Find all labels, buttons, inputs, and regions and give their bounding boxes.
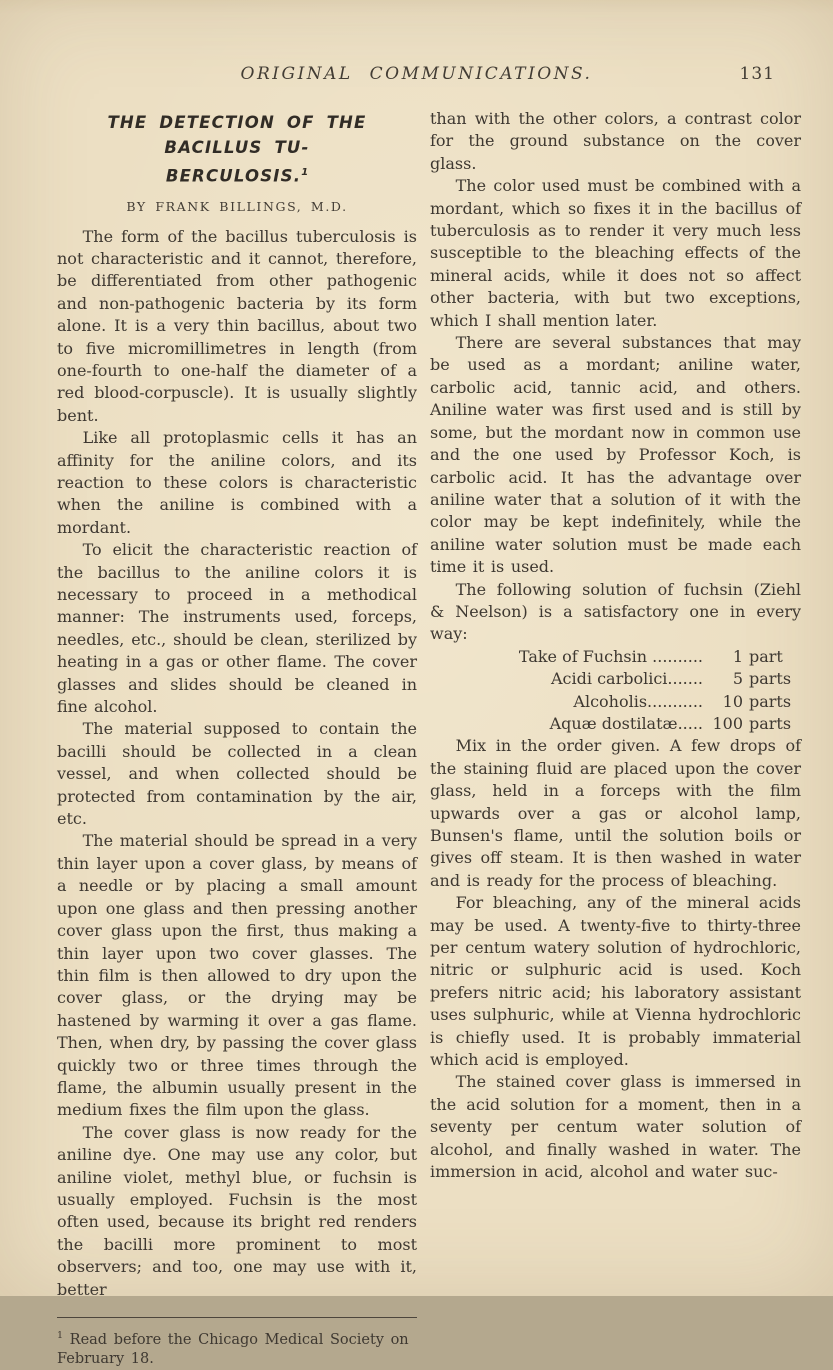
paragraph: The cover glass is now ready for the aniline dye. One may use any color, but aniline violet, methyl blue, or fuchsin is usually employed. Fuchsin is the most often used, because its bright red renders the bacilli more prominent to most observers; and too, one may use with it, better xyxy=(57,1122,417,1299)
recipe-quantity: 100 xyxy=(712,713,743,733)
paragraph: Like all protoplasmic cells it has an affinity for the aniline colors, and its reaction to these colors is characteristic when the aniline is combined with a mordant. xyxy=(57,428,417,537)
recipe-unit: parts xyxy=(749,713,792,733)
right-column xyxy=(430,108,801,1370)
recipe-row xyxy=(464,668,801,690)
article-body xyxy=(0,88,833,1370)
footnote-rule xyxy=(57,1317,417,1318)
recipe-ingredient: Acidi carbolici....... xyxy=(550,669,703,689)
title-footnote-marker: 1 xyxy=(301,167,309,178)
recipe-unit: parts xyxy=(749,669,792,689)
page-number: 131 xyxy=(739,64,775,84)
paragraph: The stained cover glass is immersed in the acid solution for a moment, then in a seventy per centum water solution of alcohol, and finally washed in water. The immersion in acid, alcohol and water suc- xyxy=(430,1072,801,1182)
paragraph: The form of the bacillus tuberculosis is not characteristic and it cannot, therefore, be differentiated from other pathogenic and non-pathogenic bacteria by its form alone. It is a very thin bacillus, about two to five micromillimetres in length (from one-fourth to one-half the diameter of a red blood-corpuscle). It is usually slightly bent. xyxy=(57,226,417,425)
recipe-ingredient: Alcoholis........... xyxy=(573,691,703,711)
recipe-quantity: 1 xyxy=(732,646,743,666)
paragraph: The material should be spread in a very thin layer upon a cover glass, by means of a needle or by placing a small amount upon one glass and then pressing another cover glass upon the first, thus making a thin layer upon two cover glasses. The thin film is then allowed to dry upon the cover glass, or the drying may be hastened by warming it over a gas flame. Then, when dry, by passing the cover glass quickly two or three times through the flame, the albumin usually present in the medium fixes the film upon the glass. xyxy=(57,831,417,1120)
article-title-line2: BERCULOSIS. xyxy=(165,166,302,186)
paragraph: There are several substances that may be used as a mordant; aniline water, carbolic acid, tannic acid, and others. Aniline water was first used and is still by some, but the mordant now in common use and the one used by Professor Koch, is carbolic acid. It has the advantage over aniline water that a solution of it with the color may be kept indefinitely, while the aniline water solution must be made each time it is used. xyxy=(430,333,801,577)
byline: BY FRANK BILLINGS, M.D. xyxy=(126,198,348,214)
recipe-quantity: 5 xyxy=(732,669,743,689)
page-header xyxy=(0,0,833,88)
paragraph: The color used must be combined with a mordant, which so fixes it in the bacillus of tuberculosis as to render it very much less susceptible to the bleaching effects of the mineral acids, while it does not so affect other bacteria, with but two exceptions, which I shall mention later. xyxy=(430,176,801,330)
article-title-line1: THE DETECTION OF THE BACILLUS TU- xyxy=(107,113,367,157)
paragraph: The material supposed to contain the bacilli should be collected in a clean vessel, and when collected should be protected from contamination by the air, etc. xyxy=(57,719,417,829)
paragraph: Mix in the order given. A few drops of the staining fluid are placed upon the cover glass, held in a forceps with the film upwards over a gas or alcohol lamp, Bunsen's flame, until the solution boils or gives off steam. It is then washed in water and is ready for the process of bleaching. xyxy=(430,736,801,890)
recipe-row xyxy=(464,646,801,668)
paragraph: than with the other colors, a contrast color for the ground substance on the cover glass. xyxy=(430,109,801,173)
footnote xyxy=(57,1317,417,1370)
fuchsin-recipe xyxy=(464,646,801,736)
paragraph: For bleaching, any of the mineral acids may be used. A twenty-five to thirty-three per centum watery solution of hydrochloric, nitric or sulphuric acid is used. Koch prefers nitric acid; his laboratory assistant uses sulphuric, while at Vienna hydrochloric is chiefly used. It is probably immaterial which acid is employed. xyxy=(430,893,801,1070)
running-head: ORIGINAL COMMUNICATIONS. xyxy=(240,64,593,84)
recipe-row xyxy=(464,691,801,713)
recipe-row xyxy=(464,713,801,735)
recipe-ingredient: Aquæ dostilatæ..... xyxy=(549,713,703,733)
recipe-unit: part xyxy=(749,646,783,666)
recipe-unit: parts xyxy=(749,691,792,711)
footnote-marker: 1 xyxy=(57,1330,64,1341)
paragraph: The following solution of fuchsin (Ziehl & Neelson) is a satisfactory one in every way: xyxy=(430,579,801,644)
article-title xyxy=(57,110,417,189)
recipe-quantity: 10 xyxy=(722,691,743,711)
recipe-ingredient: Take of Fuchsin .......... xyxy=(518,646,703,666)
left-column xyxy=(57,108,417,1370)
paragraph: To elicit the characteristic reaction of the bacillus to the aniline colors it is necessary to proceed in a methodical manner: The instruments used, forceps, needles, etc., should be clean, sterilized by heating in a gas or other flame. The cover glasses and slides should be cleaned in fine alcohol. xyxy=(57,540,417,717)
footnote-body: Read before the Chicago Medical Society on February 18. xyxy=(57,1331,409,1368)
footnote-text xyxy=(57,1326,417,1370)
